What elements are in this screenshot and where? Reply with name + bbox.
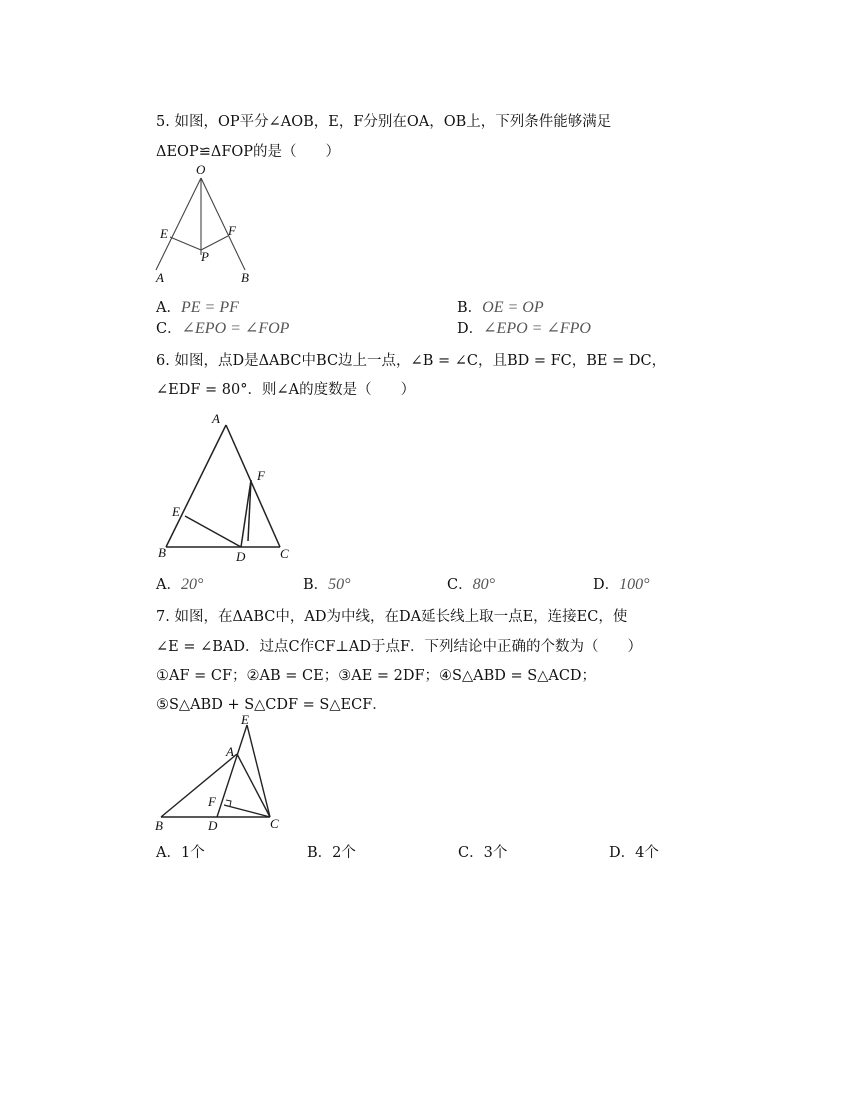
label-a: A xyxy=(156,270,164,285)
label-c: C xyxy=(280,546,289,561)
q5-figure xyxy=(150,160,260,288)
label-e: E xyxy=(241,712,249,727)
side-ac xyxy=(226,425,280,547)
segment-ac xyxy=(237,754,270,817)
segment-ce xyxy=(247,725,270,817)
label-e: E xyxy=(160,226,168,241)
label-b: B xyxy=(155,818,163,833)
q7-option-c: C．3个 xyxy=(458,845,508,861)
segment-fp xyxy=(201,236,228,250)
side-ab xyxy=(166,425,226,547)
q5-stem-line2: ΔEOP≌ΔFOP的是（ ） xyxy=(156,144,341,160)
q5-option-d: D．∠EPO = ∠FPO xyxy=(457,320,591,337)
label-a: A xyxy=(212,411,220,426)
q7-stem-line3: ①AF = CF；②AB = CE；③AE = 2DF；④S△ABD = S△ACD； xyxy=(156,668,597,684)
q6-stem-line1: 6. 如图，点D是ΔABC中BC边上一点，∠B = ∠C，且BD = FC，BE = DC， xyxy=(156,353,667,369)
q6-stem-line2: ∠EDF = 80°．则∠A的度数是（ ） xyxy=(156,382,416,398)
segment-ep xyxy=(170,237,201,250)
q5-option-b: B．OE = OP xyxy=(457,299,544,316)
label-b: B xyxy=(158,545,166,560)
q6-option-a: A．20° xyxy=(156,576,204,593)
q7-stem-line4: ⑤S△ABD + S△CDF = S△ECF． xyxy=(156,697,387,713)
label-b: B xyxy=(241,270,249,285)
side-ab xyxy=(161,754,237,817)
label-d: D xyxy=(208,818,218,833)
segment-cf xyxy=(224,805,270,817)
label-e: E xyxy=(172,504,180,519)
segment-ed xyxy=(185,516,241,547)
label-o: O xyxy=(196,162,206,177)
label-d: D xyxy=(236,549,246,564)
q6-figure xyxy=(150,405,310,570)
ray-oa xyxy=(156,178,201,270)
q7-figure xyxy=(150,712,300,837)
q7-stem-line1: 7. 如图，在ΔABC中，AD为中线，在DA延长线上取一点E，连接EC，使 xyxy=(156,609,628,625)
q7-stem-line2: ∠E = ∠BAD．过点C作CF⊥AD于点F．下列结论中正确的个数为（ ） xyxy=(156,639,643,655)
label-f: F xyxy=(228,223,236,238)
label-p: P xyxy=(201,249,209,264)
segment-de xyxy=(217,725,247,817)
q7-option-d: D．4个 xyxy=(609,845,659,861)
q6-option-d: D．100° xyxy=(593,576,650,593)
label-a: A xyxy=(226,744,234,759)
q7-option-a: A．1个 xyxy=(156,845,205,861)
q5-option-a: A．PE = PF xyxy=(156,299,239,316)
label-c: C xyxy=(270,816,279,831)
q7-option-b: B．2个 xyxy=(307,845,356,861)
label-f: F xyxy=(208,794,216,809)
q5-stem-line1: 5. 如图，OP平分∠AOB，E，F分别在OA，OB上，下列条件能够满足 xyxy=(156,114,612,130)
label-f: F xyxy=(257,468,265,483)
q6-option-c: C．80° xyxy=(447,576,496,593)
q5-option-c: C．∠EPO = ∠FOP xyxy=(156,320,290,337)
q6-option-b: B．50° xyxy=(303,576,351,593)
